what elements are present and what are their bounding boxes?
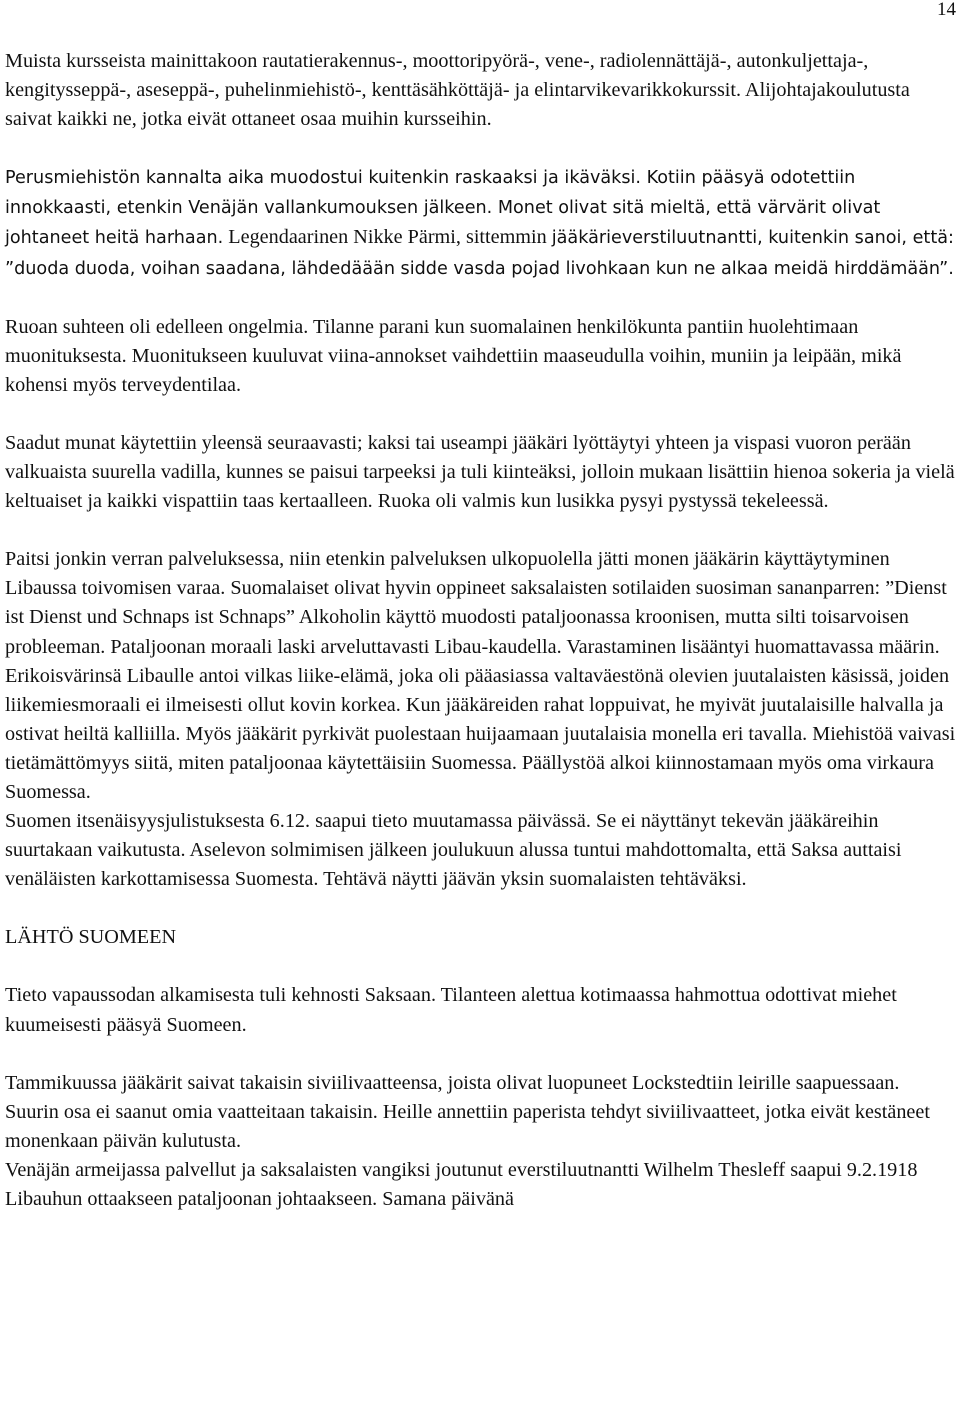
document-body: [5, 47, 956, 1214]
section-heading: LÄHTÖ SUOMEEN: [5, 926, 177, 949]
paragraph-courses: Muista kursseista mainittakoon rautatierakennus-, moottoripyörä-, vene-, radiolennättäjä-, autonkuljettaja-, kengitysseppä-, aseseppä-, puhelinmiehistö-, kenttäsähköttäjä- ja elintarvikevarikkokurssit. Alijohtajakoulutusta saivat kaikki ne, jotka eivät ottaneet osaa muihin kursseihin.: [5, 50, 910, 131]
paragraph-independence: Suomen itsenäisyysjulistuksesta 6.12. saapui tieto muutamassa päivässä. Se ei näyttänyt tekevän jääkäreihin suurtakaan vaikutusta. Aselevon solmimisen jälkeen joulukuun alussa tuntui mahdottomalta, että Saksa auttaisi venäläisten karkottamisessa Suomesta. Tehtävä näytti jäävän yksin suomalaisten tehtäväksi.: [5, 810, 902, 891]
paragraph-eggs: Saadut munat käytettiin yleensä seuraavasti; kaksi tai useampi jääkäri lyöttäytyi yhteen ja vispasi vuoron perään valkuaista suurella vadilla, kunnes se paisui tarpeeksi ja tuli kiinteäksi, jolloin mukaan lisättiin hienoa sokeria ja vielä keltuaiset ja kaikki vispattiin taas kertaalleen. Ruoka oli valmis kun lusikka pysyi pystyssä tekeleessä.: [5, 431, 955, 513]
paragraph-thesleff: Venäjän armeijassa palvellut ja saksalaisten vangiksi joutunut everstiluutnantti Wilhelm Thesleff saapui 9.2.1918 Libauhun ottaakseen pataljoonan johtaakseen. Samana päivänä: [5, 1158, 918, 1210]
paragraph-food: Ruoan suhteen oli edelleen ongelmia. Tilanne parani kun suomalainen henkilökunta pantiin huolehtimaan muonituksesta. Muonitukseen kuuluvat viina-annokset vaihdettiin maaseudulla voihin, muniin ja leipään, mikä kohensi myös terveydentilaa.: [5, 315, 902, 396]
paragraph-homesickness: [5, 163, 956, 283]
paragraph-gap: [5, 284, 956, 313]
paragraph-homesickness-serif: Legendaarinen Nikke Pärmi, sittemmin: [228, 226, 547, 249]
paragraph-gap: [5, 134, 956, 163]
page-number: 14: [937, 0, 956, 20]
paragraph-gap: [5, 952, 956, 981]
paragraph-gap: [5, 1040, 956, 1069]
paragraph-gap: [5, 400, 956, 429]
paragraph-gap: [5, 894, 956, 923]
paragraph-homesickness-sans: Perusmiehistön kannalta aika muodostui kuitenkin raskaaksi ja ikäväksi. Kotiin pääsyä odotettiin innokkaasti, etenkin Venäjän vallankumouksen jälkeen. Monet olivat sitä mieltä, että värvärit olivat johtaneet heitä harhaan.: [5, 168, 881, 249]
paragraph-behaviour: Paitsi jonkin verran palveluksessa, niin etenkin palveluksen ulkopuolella jätti monen jääkärin käyttäytyminen Libaussa toivomisen varaa. Suomalaiset olivat hyvin oppineet saksalaisten sotilaiden suosiman sananparren: ”Dienst ist Dienst und Schnaps ist Schnaps” Alkoholin käyttö muodosti pataljoonassa kroonisen, mutta silti toisarvoisen probleeman. Pataljoonan moraali laski arveluttavasti Libau-kaudella. Varastaminen lisääntyi huomattavassa määrin. Erikoisvärinsä Libaulle antoi vilkas liike-elämä, joka oli pääasiassa valtaväestönä olevien juutalaisten käsissä, joiden liikemiesmoraali ei ilmeisesti ollut kovin korkea. Kun jääkäreiden rahat loppuivat, he myivät juutalaisille halvalla ja ostivat heiltä kalliilla. Myös jääkärit pyrkivät puolestaan huijaamaan juutalaisia monella eri tavalla. Miehistöä vaivasi tietämättömyys siitä, miten pataljoonaa käytettäisiin Suomessa. Päällystöä alkoi kiinnostamaan myös oma virkaura Suomessa.: [5, 548, 956, 803]
paragraph-war-news: Tieto vapaussodan alkamisesta tuli kehnosti Saksaan. Tilanteen alettua kotimaassa hahmottua odottivat miehet kuumeisesti pääsyä Suomeen.: [5, 984, 897, 1036]
paragraph-homesickness-quote: jääkärieverstiluutnantti, kuitenkin sanoi, että: ”duoda duoda, voihan saadana, lähdedäään sidde vasda pojad livohkaan kun ne alkaa meidä hirddämään”.: [5, 228, 954, 279]
paragraph-gap: [5, 516, 956, 545]
paragraph-clothes: Tammikuussa jääkärit saivat takaisin siviilivaatteensa, joista olivat luopuneet Lockstedtiin leirille saapuessaan. Suurin osa ei saanut omia vaatteitaan takaisin. Heille annettiin paperista tehdyt siviilivaatteet, jotka eivät kestäneet monenkaan päivän kulutusta.: [5, 1071, 930, 1152]
